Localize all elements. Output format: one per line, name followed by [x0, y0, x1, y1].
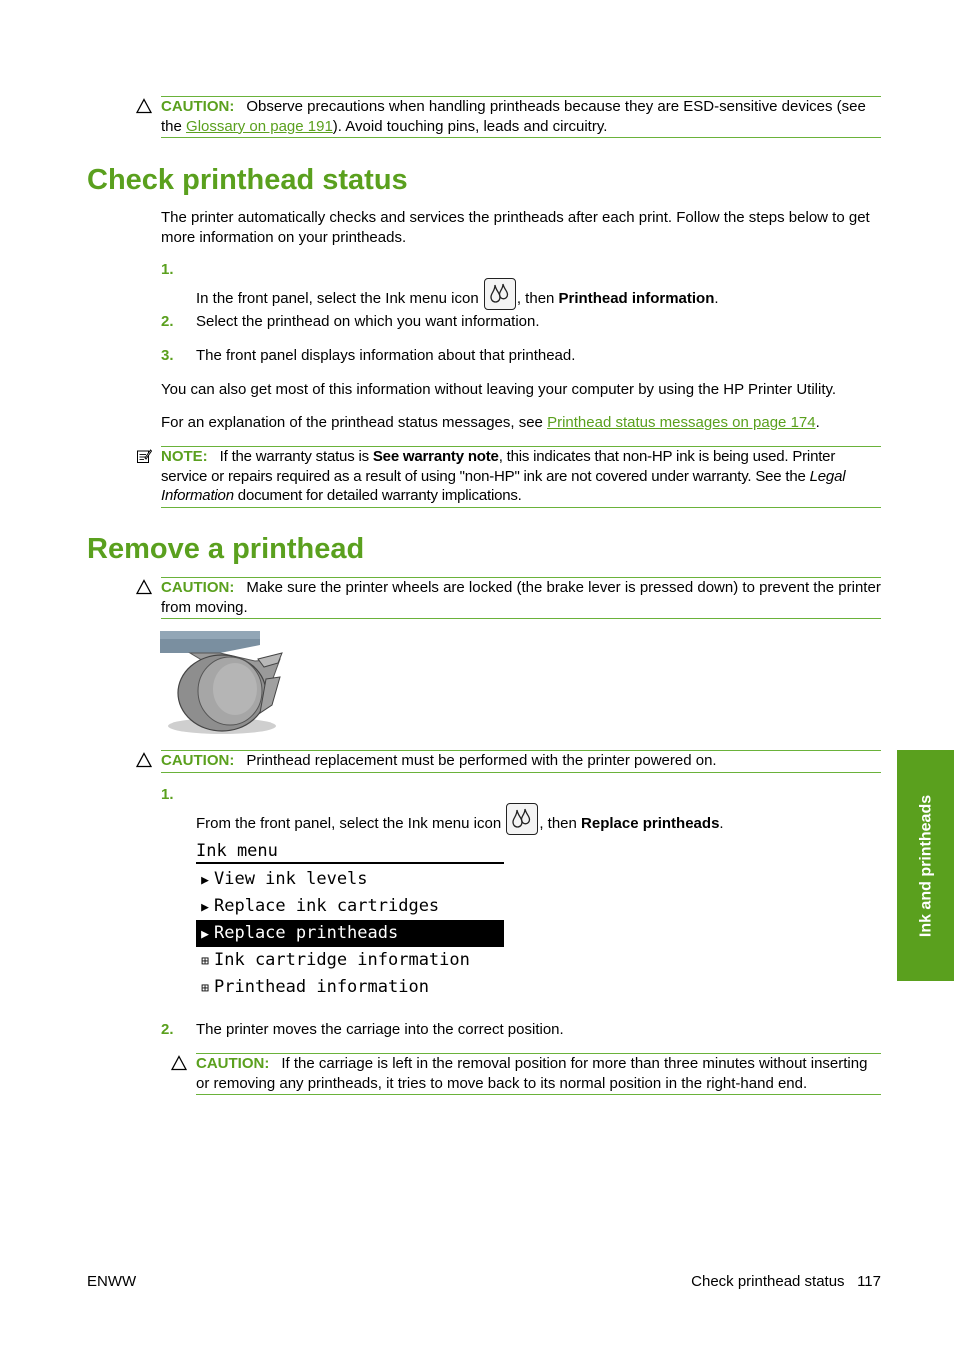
- caution-label: CAUTION:: [161, 752, 235, 769]
- section-title-remove-printhead: Remove a printhead: [87, 533, 365, 565]
- menu-item-view-ink-levels[interactable]: ▶ View ink levels: [196, 866, 504, 893]
- arrow-right-icon: ▶: [201, 900, 209, 915]
- caution-triangle-icon: [171, 1055, 187, 1071]
- caution-label: CAUTION:: [161, 579, 235, 596]
- note-label: NOTE:: [161, 448, 208, 465]
- glossary-link[interactable]: Glossary on page 191: [186, 117, 333, 135]
- caution-callout: [161, 577, 881, 619]
- step-1: [161, 260, 881, 307]
- step-text: From the front panel, select the Ink menu icon , then Replace printheads.: [196, 803, 724, 835]
- status-messages-link[interactable]: Printhead status messages on page 174: [547, 414, 816, 431]
- step-1-replace: [161, 785, 881, 832]
- footer-right: [691, 1272, 881, 1292]
- caution-label: CAUTION:: [161, 98, 235, 115]
- caution-callout: [161, 96, 881, 138]
- footer-left: ENWW: [87, 1273, 137, 1290]
- arrow-right-icon: ▶: [201, 873, 209, 888]
- caution-triangle-icon: [136, 579, 152, 595]
- section-title-check-printhead: Check printhead status: [87, 164, 408, 196]
- intro-paragraph: The printer automatically checks and services the printheads after each print. Follow the steps below to get more information on your printheads.: [161, 209, 870, 246]
- caution-text-end: ). Avoid touching pins, leads and circuitry.: [332, 117, 608, 135]
- caution-triangle-icon: [136, 98, 152, 114]
- utility-paragraph: You can also get most of this information without leaving your computer by using the HP Printer Utility.: [161, 381, 837, 398]
- info-box-icon: ⊞: [201, 981, 209, 996]
- footer-section-title: Check printhead status: [691, 1273, 845, 1290]
- step-number: 3.: [161, 347, 174, 364]
- step-number: 2.: [161, 313, 174, 330]
- page-number: 117: [857, 1273, 881, 1290]
- note-icon: [136, 448, 152, 464]
- ink-menu-screen: [196, 840, 504, 1001]
- menu-item-ink-cartridge-information[interactable]: ⊞ Ink cartridge information: [196, 947, 504, 974]
- step-text: The printer moves the carriage into the correct position.: [196, 1021, 564, 1038]
- ink-menu-icon: [506, 803, 538, 835]
- step-text: Select the printhead on which you want information.: [196, 313, 540, 330]
- status-messages-paragraph: For an explanation of the printhead status messages, see Printhead status messages on page 174.: [161, 414, 820, 431]
- caution-text: Printhead replacement must be performed with the printer powered on.: [246, 752, 717, 769]
- chapter-side-tab: [897, 750, 954, 981]
- menu-title: Ink menu: [196, 840, 504, 864]
- note-text: If the warranty status is See warranty note, this indicates that non-HP ink is being used. Printer service or repairs required as a result of using "non-HP" ink are not covered under warranty. See the Legal Information document for detailed warranty implications.: [161, 448, 846, 504]
- ink-menu-icon: [484, 278, 516, 310]
- printer-wheel-illustration: [160, 631, 285, 736]
- menu-item-printhead-information[interactable]: ⊞ Printhead information: [196, 974, 504, 1001]
- step-number: 1.: [161, 261, 174, 278]
- step-text: In the front panel, select the Ink menu icon , then Printhead information.: [196, 278, 719, 310]
- note-callout: [161, 446, 881, 508]
- caution-label: CAUTION:: [196, 1055, 270, 1072]
- caution-callout: [161, 750, 881, 773]
- caution-callout: [196, 1053, 881, 1095]
- caution-text: If the carriage is left in the removal position for more than three minutes without inserting or removing any printheads, it tries to move back to its normal position in the right-hand end.: [196, 1055, 868, 1092]
- info-box-icon: ⊞: [201, 954, 209, 969]
- step-number: 2.: [161, 1021, 174, 1038]
- step-number: 1.: [161, 786, 174, 803]
- caution-triangle-icon: [136, 752, 152, 768]
- caution-text: Observe precautions when handling printheads because they are ESD-sensitive devices (see the: [161, 98, 866, 135]
- chapter-tab-label: Ink and printheads: [916, 794, 934, 937]
- menu-item-replace-printheads[interactable]: ▶ Replace printheads: [196, 920, 504, 947]
- arrow-right-icon: ▶: [201, 927, 209, 942]
- caution-text: Make sure the printer wheels are locked (the brake lever is pressed down) to prevent the printer from moving.: [161, 579, 881, 616]
- step-text: The front panel displays information about that printhead.: [196, 347, 576, 364]
- menu-item-replace-ink-cartridges[interactable]: ▶ Replace ink cartridges: [196, 893, 504, 920]
